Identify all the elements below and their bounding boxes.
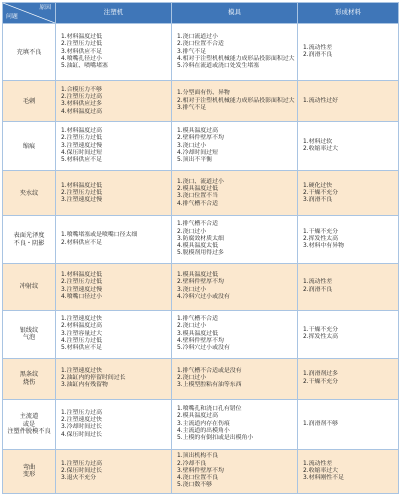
cause-item: 4.注塑压力过低	[61, 337, 102, 344]
cause-item: 2.相对于注塑机机械能力成形品投影面积过大	[177, 97, 295, 104]
cause-item: 1.材料温度过低	[61, 33, 102, 40]
cause-item: 3.材料供应过多	[61, 101, 102, 108]
cause-item: 3.注塑容量过大	[61, 330, 102, 337]
cause-item: 4.喷嘴孔径过小	[61, 55, 102, 62]
problem-label-line: 银线纹	[19, 326, 39, 334]
cause-item: 3.润滑不良	[303, 197, 333, 204]
defect-cause-table	[2, 2, 399, 494]
cause-item: 3.材料供应不足	[61, 48, 102, 55]
problem-label-line: 缩痕	[22, 142, 36, 150]
material-cause-cell	[298, 449, 399, 493]
problem-cell	[3, 310, 56, 358]
problem-label-line: 气泡	[22, 334, 36, 342]
material-cause-cell	[298, 216, 399, 263]
material-cause-cell	[298, 171, 399, 216]
machine-cause-cell	[56, 358, 172, 399]
problem-cell	[3, 399, 56, 449]
cause-item: 1.润滑剂不够	[303, 420, 339, 427]
cause-item: 1.流动性差	[303, 44, 333, 51]
cause-item: 2.注塑压力过低	[61, 279, 102, 286]
cause-item: 1.硬化过快	[303, 182, 333, 189]
header-row	[3, 3, 399, 24]
cause-item: 5.脱模剂用得过多	[177, 250, 224, 257]
cause-item: 1.分型面有伤、异物	[177, 90, 230, 97]
table-row	[3, 122, 399, 171]
header-mold: 模具	[172, 3, 298, 24]
header-cause-label: 原因	[39, 5, 51, 11]
cause-item: 2.干燥不充分	[303, 378, 339, 385]
table-body	[3, 24, 399, 494]
cause-item: 1.模具温度过高	[177, 128, 218, 135]
cause-item: 5.材料供应不足	[61, 157, 102, 164]
material-cause-cell	[298, 358, 399, 399]
table-row	[3, 449, 399, 493]
cause-item: 1.排气槽不合适或是没有	[177, 367, 242, 374]
cause-item: 1.材料温度过低	[61, 182, 102, 189]
cause-item: 2.注塑压力过高	[61, 94, 102, 100]
problem-label-line: 夹水纹	[19, 189, 39, 197]
cause-item: 3.油缸内有残留物	[61, 382, 108, 389]
cause-item: 5.材料供应不足	[61, 345, 102, 352]
material-cause-cell	[298, 263, 399, 310]
problem-label-line: 或是	[22, 420, 36, 428]
problem-cell	[3, 358, 56, 399]
mold-cause-cell	[172, 122, 298, 171]
cause-item: 4.保压时间过长	[61, 431, 102, 438]
cause-item: 4.保压时间过短	[61, 150, 102, 156]
mold-cause-cell	[172, 263, 298, 310]
cause-item: 1.干燥不充分	[303, 228, 339, 235]
problem-label-line: 弯曲	[22, 464, 36, 472]
cause-item: 2.润滑不良	[303, 52, 333, 59]
cause-item: 3.材料刚性不足	[303, 475, 344, 482]
problem-cell	[3, 122, 56, 171]
machine-cause-cell	[56, 171, 172, 216]
cause-item: 3.模具温度过低	[177, 330, 218, 337]
cause-item: 2.收缩率过大	[303, 146, 339, 153]
table-row	[3, 171, 399, 216]
mold-cause-cell	[172, 399, 298, 449]
cause-item: 3.防腐效材质太细	[177, 235, 224, 242]
cause-item: 4.主流道的出模角小	[177, 427, 230, 434]
problem-cell	[3, 171, 56, 216]
material-cause-cell	[298, 399, 399, 449]
cause-item: 1.材料温度过低	[61, 272, 102, 279]
cause-item: 1.浇口流道过小	[177, 33, 218, 40]
cause-item: 1.浇口、流道过小	[177, 178, 224, 185]
cause-item: 5.油缸、喷嘴堵塞	[61, 63, 108, 70]
cause-item: 1.顶出机构不良	[177, 453, 218, 460]
machine-cause-cell	[56, 81, 172, 122]
machine-cause-cell	[56, 310, 172, 358]
cause-item: 4.壁料件壁厚不均	[177, 337, 224, 344]
problem-cell	[3, 216, 56, 263]
machine-cause-cell	[56, 24, 172, 81]
cause-item: 2.干燥不充分	[303, 189, 339, 196]
cause-item: 1.流动性差	[303, 460, 333, 467]
cause-item: 1.排气槽不合适	[177, 221, 218, 228]
cause-item: 2.润滑不良	[303, 286, 333, 293]
problem-label-line: 烧伤	[22, 378, 36, 386]
problem-label-line: 主流道	[19, 413, 39, 421]
cause-item: 3.上模型腔粘有油等东西	[177, 382, 242, 389]
cause-item: 3.注塑速度过慢	[61, 142, 102, 149]
problem-label-line: 不良・阴影	[13, 239, 45, 247]
cause-item: 5.上模的有倒扣或是出模角小	[177, 435, 254, 442]
cause-item: 3.冷却时间过长	[61, 424, 102, 431]
cause-item: 2.注塑压力过低	[61, 189, 102, 196]
problem-cell	[3, 449, 56, 493]
cause-item: 4.浇口位置不良	[177, 475, 218, 482]
cause-item: 4.排气槽不合适	[177, 200, 218, 207]
cause-item: 3.注塑速度过慢	[61, 286, 102, 293]
cause-item: 2.浇口过小	[177, 228, 207, 235]
cause-item: 2.保压时间过长	[61, 467, 102, 474]
table-row	[3, 358, 399, 399]
cause-item: 3.壁料件壁厚不均	[177, 467, 224, 474]
machine-cause-cell	[56, 216, 172, 263]
mold-cause-cell	[172, 171, 298, 216]
cause-item: 1.注塑压力过高	[61, 460, 102, 467]
cause-item: 2.浇口位置不合适	[177, 41, 224, 48]
machine-cause-cell	[56, 263, 172, 310]
table-row	[3, 310, 399, 358]
cause-item: 1.喷嘴孔和浇口孔有错位	[177, 406, 242, 413]
material-cause-cell	[298, 122, 399, 171]
machine-cause-cell	[56, 449, 172, 493]
material-cause-cell	[298, 24, 399, 81]
cause-item: 1.模具温度过低	[177, 272, 218, 279]
mold-cause-cell	[172, 310, 298, 358]
cause-item: 1.喷嘴堵塞或是喷嘴口径太细	[61, 232, 138, 239]
cause-item: 3.浇口过小	[177, 142, 207, 149]
problem-label-line: 充填不良	[16, 48, 42, 56]
cause-item: 4.喷嘴口径过小	[61, 293, 102, 300]
problem-label-line: 注塑件脱模不良	[7, 427, 51, 435]
cause-item: 5.冷料在流道或浇口处发生堵塞	[177, 63, 260, 70]
table-row	[3, 216, 399, 263]
cause-item: 1.干燥不充分	[303, 326, 339, 333]
header-corner-cell	[3, 3, 56, 24]
cause-item: 4.材料温度过高	[61, 108, 102, 115]
cause-item: 3.排气不足	[177, 104, 207, 111]
header-problem-label: 问题	[6, 13, 18, 20]
cause-item: 2.浇口过小	[177, 375, 207, 382]
cause-item: 3.浇口位置不当	[177, 193, 218, 200]
cause-item: 2.油缸内的停留时间过长	[61, 375, 126, 382]
problem-label-line: 表面光泽度	[13, 232, 45, 240]
problem-label-line: 毛刺	[22, 97, 36, 105]
cause-item: 5.顶出不平衡	[177, 157, 213, 164]
cause-item: 3.材料中有异物	[303, 243, 344, 250]
material-cause-cell	[298, 81, 399, 122]
table-row	[3, 399, 399, 449]
cause-item: 2.材料供应不足	[61, 239, 102, 246]
cause-item: 2.注塑压力过低	[61, 135, 102, 142]
header-injection-machine: 注塑机	[56, 3, 172, 24]
cause-item: 1.注塑速度过快	[61, 367, 102, 374]
cause-item: 4.冷料穴过小或没有	[177, 293, 230, 300]
cause-item: 2.壁料件壁厚不均	[177, 135, 224, 142]
cause-item: 3.排气不足	[177, 48, 207, 55]
cause-item: 4.冷却时间过短	[177, 150, 218, 156]
cause-item: 2.材料温度过高	[61, 323, 102, 330]
cause-item: 3.主流道内存在伤痕	[177, 420, 230, 427]
material-cause-cell	[298, 310, 399, 358]
problem-label-line: 变形	[22, 471, 36, 479]
problem-label-line: 黑条纹	[19, 371, 39, 379]
cause-item: 2.注塑压力过低	[61, 41, 102, 48]
cause-item: 1.流动性差	[303, 279, 333, 286]
cause-item: 3.浇口过小	[177, 286, 207, 293]
cause-item: 2.浇口过小	[177, 323, 207, 330]
cause-item: 1.注塑速度过快	[61, 315, 102, 322]
cause-item: 5.浇口数不够	[177, 482, 213, 489]
cause-item: 2.挥发性太高	[303, 334, 339, 341]
cause-item: 1.合模压力不够	[61, 86, 102, 93]
table-row	[3, 24, 399, 81]
cause-item: 1.注塑压力过高	[61, 409, 102, 416]
cause-item: 2.注塑速度过快	[61, 417, 102, 424]
cause-item: 1.流动性过好	[303, 97, 339, 104]
cause-item: 4.模具温度太低	[177, 243, 218, 250]
cause-item: 2.模具温度过低	[177, 186, 218, 193]
table-row	[3, 81, 399, 122]
machine-cause-cell	[56, 122, 172, 171]
cause-item: 2.冷却不良	[177, 460, 207, 467]
cause-item: 4.相对于注塑机机械能力成形品投影面积过大	[177, 55, 295, 62]
problem-cell	[3, 24, 56, 81]
cause-item: 2.收缩率过大	[303, 467, 339, 474]
cause-item: 1.材料过软	[303, 139, 333, 146]
cause-item: 5.冷料穴过小或没有	[177, 345, 230, 352]
cause-item: 1.润滑剂过多	[303, 371, 339, 378]
mold-cause-cell	[172, 216, 298, 263]
problem-label-line: 冲射纹	[19, 282, 39, 290]
cause-item: 1.排气槽不合适	[177, 315, 218, 322]
cause-item: 3.退火不充分	[61, 475, 97, 482]
mold-cause-cell	[172, 449, 298, 493]
mold-cause-cell	[172, 81, 298, 122]
mold-cause-cell	[172, 24, 298, 81]
problem-cell	[3, 263, 56, 310]
cause-item: 1.材料温度过高	[61, 128, 102, 135]
machine-cause-cell	[56, 399, 172, 449]
problem-cell	[3, 81, 56, 122]
table-row	[3, 263, 399, 310]
mold-cause-cell	[172, 358, 298, 399]
cause-item: 2.壁料件壁厚不均	[177, 279, 224, 286]
header-forming-material: 形成材料	[298, 3, 399, 24]
cause-item: 3.注塑速度过慢	[61, 197, 102, 204]
cause-item: 2.模具温度过高	[177, 413, 218, 420]
cause-item: 2.挥发性太高	[303, 235, 339, 242]
